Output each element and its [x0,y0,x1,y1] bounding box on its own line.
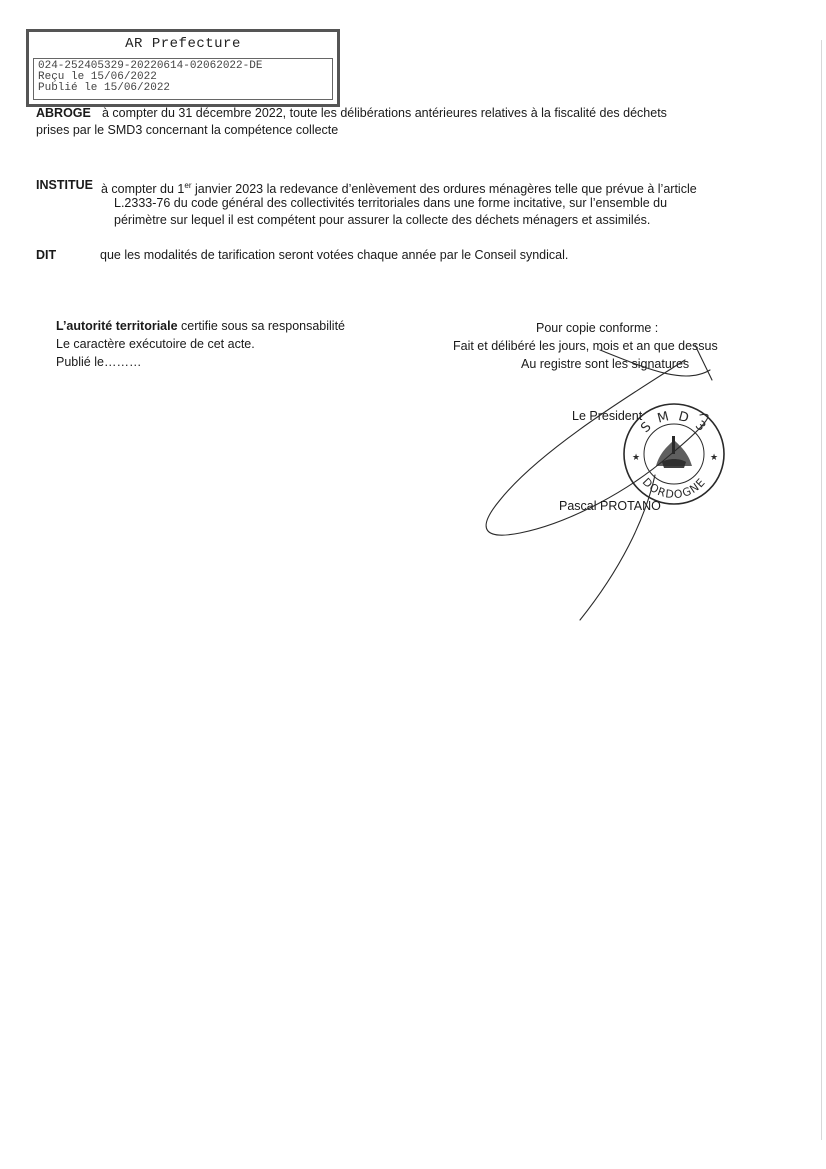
smd3-seal [620,400,728,508]
conformity-line1: Pour copie conforme : [536,321,659,335]
signatory-role: Le Président [572,409,643,423]
stamp-reference: 024-252405329-20220614-02062022-DE [38,60,263,72]
seal-bottom-text: DORDOGNE [639,475,709,502]
clause-abroge-line2: prises par le SMD3 concernant la compétence collecte [36,123,339,137]
clause-dit-text: que les modalités de tarification seront votées chaque année par le Conseil syndical. [100,248,569,262]
seal-emblem [656,436,692,468]
seal-star-left: ★ [632,453,641,463]
clause-abroge-line1: à compter du 31 décembre 2022, toute les délibérations antérieures relatives à la fiscalité des déchets [102,106,667,120]
authority-label: L’autorité territoriale [56,319,178,333]
clause-institue-line2: L.2333-76 du code général des collectivités territoriales dans une forme incitative, sur l’ensemble du [114,196,668,210]
institue-line1-start: à compter du 1 [101,182,185,197]
scan-edge-line [821,40,822,1140]
clause-keyword-institue: INSTITUE [36,178,93,192]
conformity-line3: Au registre sont les signatures [521,357,690,371]
institue-line1-end: janvier 2023 la redevance d’enlèvement des ordures ménagères telle que prévue à l’article [191,182,697,197]
conformity-line2: Fait et délibéré les jours, mois et an que dessus [453,339,718,353]
certification-line2: Le caractère exécutoire de cet acte. [56,337,255,351]
prefecture-stamp [26,29,340,107]
seal-star-right: ★ [710,453,719,463]
authority-text: certifie sous sa responsabilité [177,319,346,333]
clause-institue-line3: périmètre sur lequel il est compétent pour assurer la collecte des déchets ménagers et assimilés. [114,213,651,227]
clause-keyword-abroge: ABROGE [36,106,91,120]
stamp-received-date: Reçu le 15/06/2022 [38,71,157,83]
stamp-details [33,58,333,100]
signatory-name: Pascal PROTANO [559,499,661,513]
seal-top-text: S M D 3 [638,408,710,437]
institue-superscript: er [184,181,192,190]
stamp-title: AR Prefecture [125,36,241,52]
stamp-published-date: Publié le 15/06/2022 [38,82,171,94]
clause-keyword-dit: DIT [36,248,57,262]
certification-line3: Publié le……… [56,355,142,369]
certification-line1 [56,318,345,335]
